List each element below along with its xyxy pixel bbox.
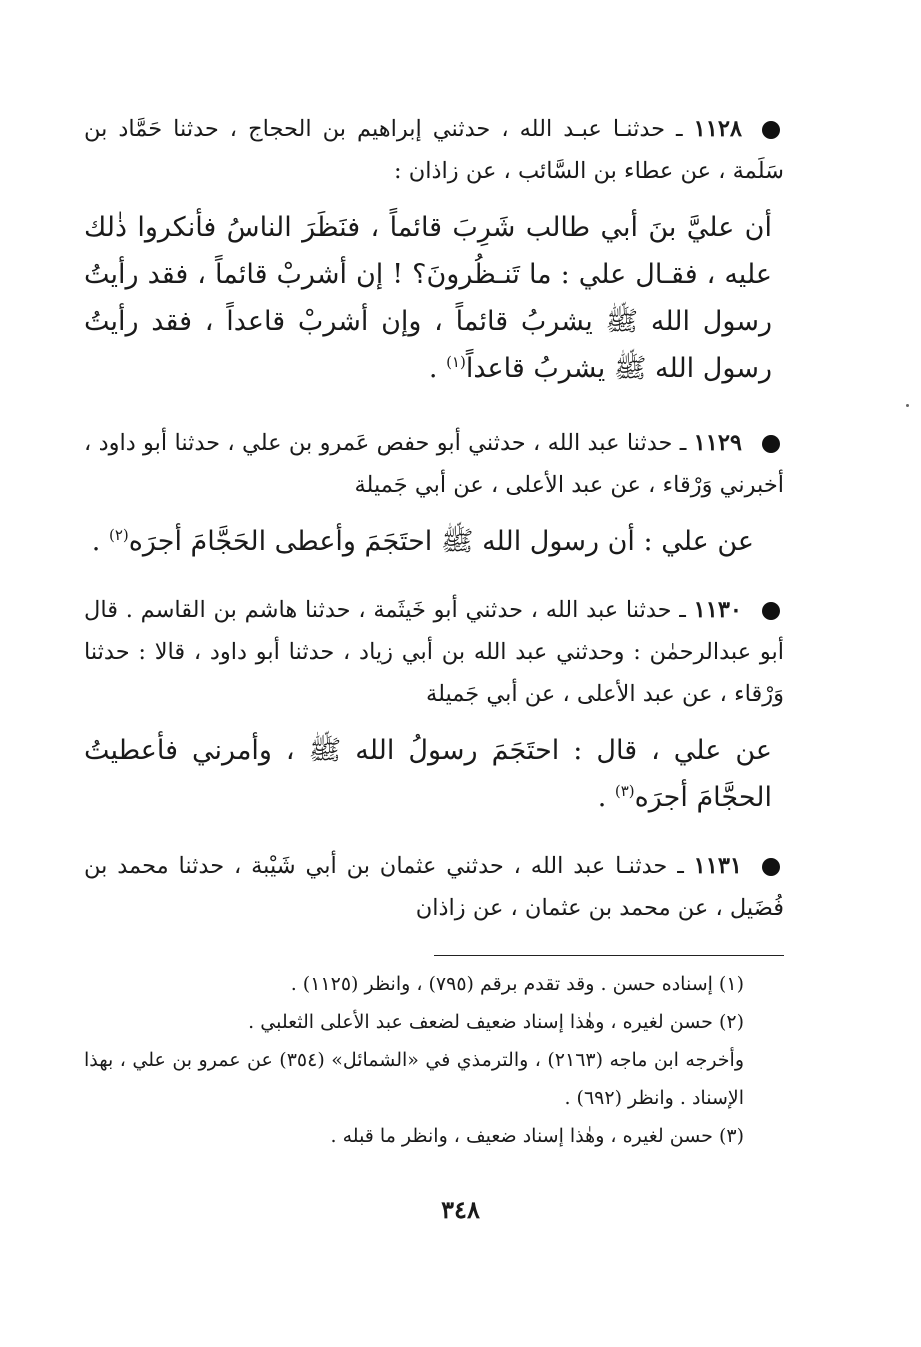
footnote-divider <box>434 955 784 956</box>
hadith-number: ١١٣١ <box>693 853 742 879</box>
hadith-matn <box>84 727 784 821</box>
footnote-2-continuation: وأخرجه ابن ماجه (٢١٦٣) ، والترمذي في «الشمائل» (٣٥٤) عن عمرو بن علي ، بهذا الإسناد . وانظر (٦٩٢) . <box>84 1049 745 1109</box>
hadith-1129 <box>84 422 784 565</box>
footnotes <box>84 965 784 1155</box>
footnote-2: (٢) حسن لغيره ، وهٰذا إسناد ضعيف لضعف عبد الأعلى الثعلبي . <box>248 1011 744 1033</box>
hadith-number: ١١٣٠ <box>693 597 742 623</box>
hadith-matn <box>84 204 784 392</box>
bullet-icon <box>762 435 780 453</box>
isnad-text: ـ حدثنا عبد الله ، حدثني أبو خَيثَمة ، حدثنا هاشم بن القاسم . قال أبو عبدالرحمٰن : وحدثني عبد الله بن أبي زياد ، حدثنا أبو داود ، قالا : حدثنا وَرْقاء ، عن عبد الأعلى ، عن أبي جَميلة <box>84 597 784 707</box>
matn-text: عن علي : أن رسول الله ﷺ احتَجَمَ وأعطى الحَجَّامَ أجرَه <box>128 526 754 557</box>
page-number: ٣٤٨ <box>441 1195 480 1224</box>
hadith-1131 <box>84 845 784 929</box>
hadith-isnad <box>84 589 784 715</box>
hadith-number: ١١٢٨ <box>693 116 743 142</box>
footnote-1: (١) إسناده حسن . وقد تقدم برقم (٧٩٥) ، وانظر (١١٢٥) . <box>290 973 744 995</box>
hadith-isnad <box>84 108 784 192</box>
page-body <box>84 108 784 953</box>
bullet-icon <box>762 858 780 876</box>
footnote-ref[interactable]: (٢) <box>108 526 129 544</box>
isnad-text: ـ حدثنـا عبـد الله ، حدثني إبراهيم بن الحجاج ، حدثنا حَمَّاد بن سَلَمة ، عن عطاء بن السَّائب ، عن زاذان : <box>84 116 784 184</box>
matn-end: . <box>91 526 109 557</box>
bullet-icon <box>762 602 780 620</box>
hadith-1128 <box>84 108 784 392</box>
matn-text: عن علي ، قال : احتَجَمَ رسولُ الله ﷺ ، وأمرني فأعطيتُ الحجَّامَ أجرَه <box>84 735 772 813</box>
hadith-isnad <box>84 845 784 929</box>
footnote-ref[interactable]: (١) <box>446 353 466 371</box>
hadith-matn <box>84 518 784 565</box>
margin-mark <box>906 404 909 407</box>
bullet-icon <box>762 121 780 139</box>
matn-end: . <box>428 353 447 384</box>
footnote-ref[interactable]: (٣) <box>614 782 635 800</box>
isnad-text: ـ حدثنـا عبد الله ، حدثني عثمان بن أبي شَيْبة ، حدثنا محمد بن فُضَيل ، عن محمد بن عثمان ، عن زاذان <box>84 853 784 921</box>
hadith-number: ١١٢٩ <box>693 430 742 456</box>
isnad-text: ـ حدثنا عبد الله ، حدثني أبو حفص عَمرو بن علي ، حدثنا أبو داود ، أخبرني وَرْقاء ، عن عبد الأعلى ، عن أبي جَميلة <box>84 430 784 498</box>
footnote-3: (٣) حسن لغيره ، وهٰذا إسناد ضعيف ، وانظر ما قبله . <box>330 1125 744 1147</box>
hadith-1130 <box>84 589 784 821</box>
matn-text: أن عليَّ بنَ أبي طالب شَرِبَ قائماً ، فنَظَرَ الناسُ فأنكروا ذٰلك عليه ، فقـال علي : ما تَنـظُرونَ؟ ! إن أشربْ قائماً ، فقد رأيتُ رسول الله ﷺ يشربُ قائماً ، وإن أشربْ قاعداً ، فقد رأيتُ رسول الله ﷺ يشربُ قاعداً <box>84 212 772 384</box>
matn-end: . <box>597 782 615 813</box>
hadith-isnad <box>84 422 784 506</box>
